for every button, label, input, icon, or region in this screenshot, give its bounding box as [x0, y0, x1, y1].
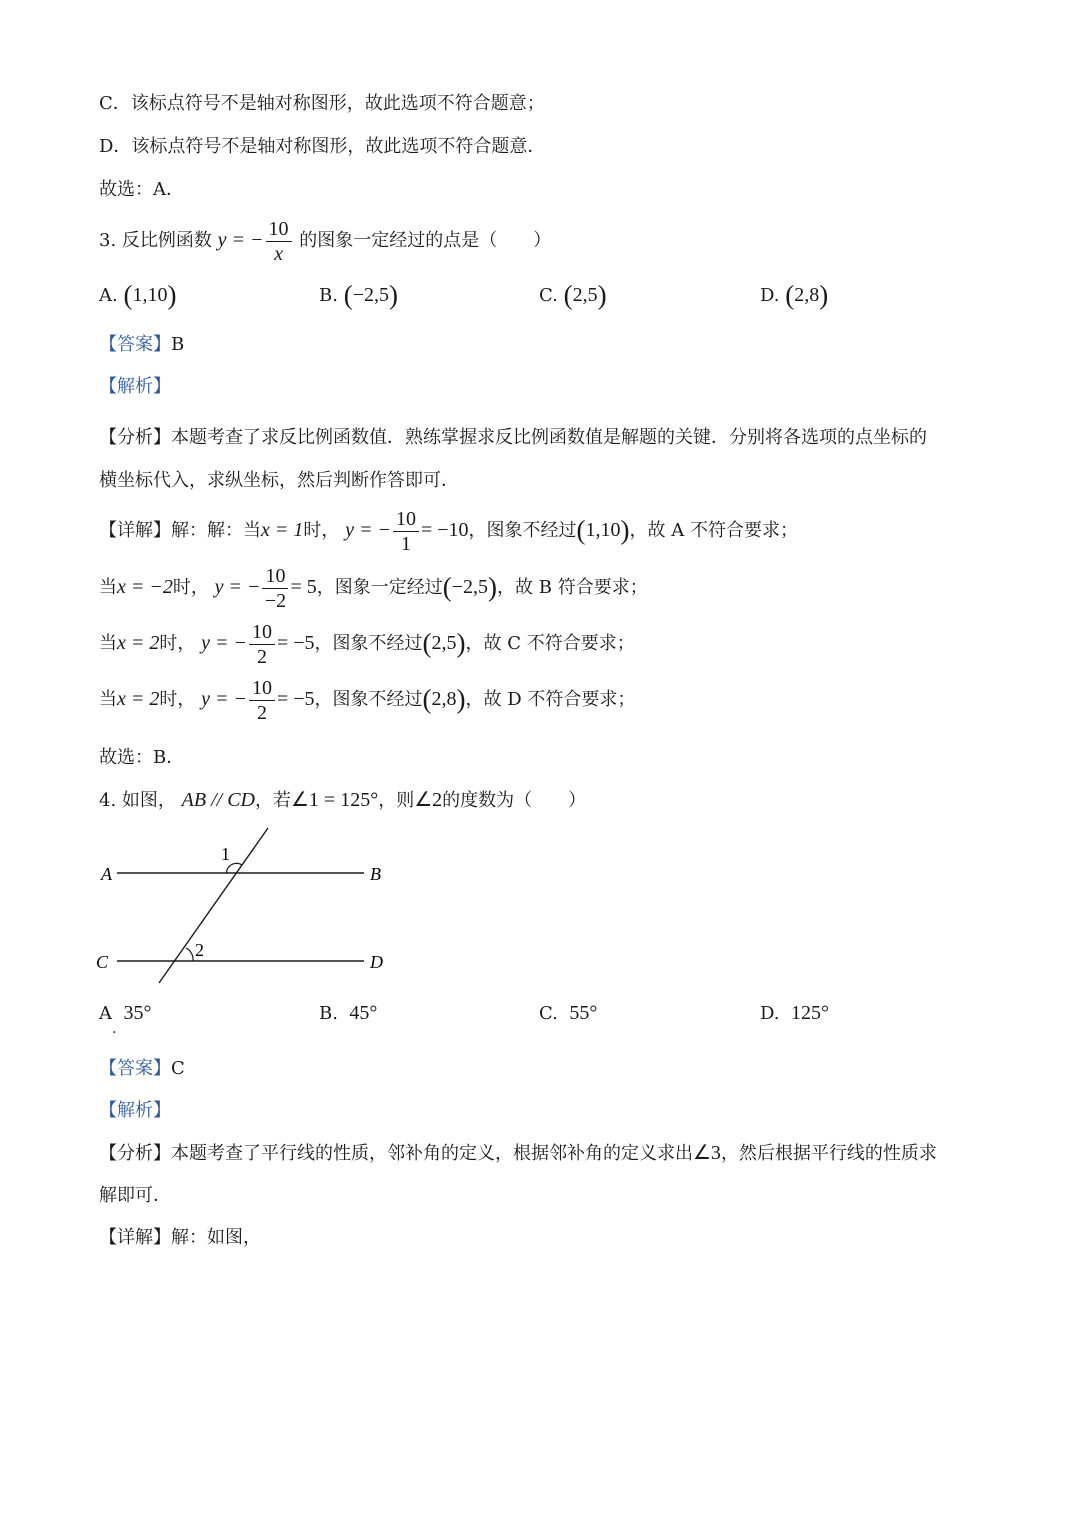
option-value: 2,8: [794, 284, 820, 306]
option-value: −2,5: [352, 284, 389, 306]
step-text: 当: [99, 633, 117, 654]
answer-tag: 【答案】: [99, 334, 171, 355]
analysis-tag: 【解析】: [99, 376, 171, 397]
q4-option-c: [539, 1000, 597, 1027]
step-y: y = −: [201, 688, 247, 710]
answer-value: B: [171, 334, 185, 355]
q3-option-d: D. (2,8): [760, 280, 829, 310]
question-3-number: 3. 反比例函数: [99, 230, 212, 251]
step-result: = −5: [276, 632, 315, 654]
detail-tag: 【详解】: [99, 1227, 171, 1248]
fraction-denominator: x: [274, 242, 283, 265]
fenxi-tag: 【分析】: [99, 1143, 171, 1164]
option-label: B.: [319, 285, 338, 306]
q3-detail-step-3: 当x = 2时， y = − $\frac{10}{2}$ = −5，图象不经过(2,5)，故 C 不符合要求；: [99, 620, 635, 668]
fraction-denominator: 1: [400, 532, 411, 555]
step-x: x = 2: [117, 688, 160, 710]
step-text: ，图象不经过: [314, 633, 423, 654]
label-b: B: [370, 864, 381, 884]
step-x: x = 2: [117, 632, 160, 654]
question-4-parallel: AB // CD: [181, 789, 255, 811]
step-text: 时，: [303, 520, 340, 541]
step-text: 时，: [172, 577, 209, 598]
step-result: = 5: [290, 576, 317, 598]
option-label: A: [99, 1003, 112, 1024]
label-d: D: [370, 952, 383, 972]
q3-detail-step-1: 【详解】解：解：当x = 1时， y = − $\frac{10}{1}$ = −10，图象不经过(1,10)，故 A 不符合要求；: [99, 507, 798, 555]
fraction-denominator: 2: [256, 701, 267, 724]
question-4-text: ，则: [378, 790, 415, 811]
step-text: 时，: [159, 689, 196, 710]
q3-detail-step-4: 当x = 2时， y = − $\frac{10}{2}$ = −5，图象不经过(2,8)，故 D 不符合要求；: [99, 676, 636, 724]
transversal-line: [159, 828, 268, 983]
step-text: ，故 B 符合要求；: [497, 577, 648, 598]
option-value: 35°: [123, 1002, 152, 1024]
angle-2-arc: [186, 948, 193, 961]
step-y: y = −: [201, 632, 247, 654]
option-value: 55°: [569, 1002, 598, 1024]
step-text: ，图象不经过: [468, 520, 577, 541]
step-text: 当: [99, 577, 117, 598]
step-point: 2,5: [431, 632, 457, 654]
option-d-explanation: D．该标点符号不是轴对称图形，故此选项不符合题意．: [99, 136, 546, 157]
choose-a-line: 故选：A．: [99, 179, 184, 200]
q4-fenxi-line-1: [99, 1140, 937, 1167]
answer-tag: 【答案】: [99, 1058, 171, 1079]
fraction-numerator: 10: [262, 564, 288, 589]
step-x: x = 1: [261, 519, 304, 541]
step-y: y = −: [214, 576, 261, 598]
fraction-numerator: 10: [266, 217, 292, 242]
q4-option-a: [99, 1000, 151, 1027]
fenxi-angle: ∠3: [693, 1142, 721, 1164]
q4-option-d: [760, 1000, 829, 1027]
q4-analysis-heading: [99, 1098, 171, 1124]
option-label: A.: [99, 285, 118, 306]
step-point: 1,10: [585, 519, 621, 541]
option-label: D.: [760, 285, 780, 306]
step-point: 2,8: [431, 688, 457, 710]
q3-fenxi-line-2: 横坐标代入，求纵坐标，然后判断作答即可．: [99, 470, 459, 491]
fraction-denominator: −2: [264, 589, 287, 612]
label-c: C: [96, 952, 109, 972]
q3-option-b: B. (−2,5): [319, 280, 398, 310]
question-4-angle1: ∠1 = 125°: [290, 789, 379, 811]
label-a: A: [101, 864, 112, 884]
option-value: 2,5: [572, 284, 598, 306]
question-4-rest: 的度数为（ ）: [442, 790, 587, 811]
option-value: 45°: [349, 1002, 378, 1024]
step-text: ，图象不经过: [314, 689, 423, 710]
option-label: B.: [319, 1003, 338, 1024]
fraction-denominator: 2: [256, 645, 267, 668]
detail-text: 解：如图，: [171, 1227, 261, 1248]
step-y: y = −: [345, 519, 391, 541]
q3-detail-step-2: 当x = −2时， y = − $\frac{10}{-2}$ = 5，图象一定经过(−2,5)，故 B 符合要求；: [99, 564, 648, 612]
fenxi-text: 本题考查了求反比例函数值．熟练掌握求反比例函数值是解题的关键．分别将各选项的点坐标的: [171, 427, 927, 448]
q4-detail: [99, 1225, 261, 1251]
step-text: ，故 A 不符合要求；: [629, 520, 798, 541]
option-value: 125°: [790, 1002, 829, 1024]
fenxi-text: ，然后根据平行线的性质求: [720, 1143, 937, 1164]
step-result: = −10: [420, 519, 469, 541]
fraction-numerator: 10: [249, 620, 275, 645]
step-text: 时，: [159, 633, 196, 654]
fraction-numerator: 10: [249, 676, 275, 701]
q3-option-a: A. (1,10): [99, 280, 177, 310]
step-point: −2,5: [451, 576, 489, 598]
option-label: C.: [539, 285, 558, 306]
question-3-y-eq: y = −: [217, 229, 264, 251]
q3-choose-b: 故选：B．: [99, 747, 185, 768]
step-text: 当: [99, 689, 117, 710]
q4-answer: [99, 1056, 185, 1082]
detail-tag: 【详解】: [99, 520, 171, 541]
q4-fenxi-line-2: 解即可．: [99, 1185, 171, 1206]
question-3-rest: 的图象一定经过的点是（ ）: [299, 230, 552, 251]
stray-dot: .: [112, 1021, 117, 1037]
option-label: C.: [539, 1003, 558, 1024]
option-c-explanation: C．该标点符号不是轴对称图形，故此选项不符合题意；: [99, 93, 545, 114]
label-angle-2: 2: [195, 940, 204, 960]
fenxi-text: 本题考查了平行线的性质，邻补角的定义，根据邻补角的定义求出: [171, 1143, 693, 1164]
answer-value: C: [171, 1058, 185, 1079]
q3-option-c: C. (2,5): [539, 280, 607, 310]
analysis-tag: 【解析】: [99, 1100, 171, 1121]
question-4-angle2: ∠2: [414, 789, 443, 811]
label-angle-1: 1: [221, 844, 230, 864]
question-4-number: 4. 如图，: [99, 790, 176, 811]
q4-option-b: [319, 1000, 377, 1027]
step-result: = −5: [276, 688, 315, 710]
detail-prefix: 解：解：当: [171, 520, 261, 541]
option-value: 1,10: [132, 284, 168, 306]
fraction-numerator: 10: [393, 507, 419, 532]
step-text: ，故 C 不符合要求；: [465, 633, 635, 654]
option-label: D.: [760, 1003, 780, 1024]
step-text: ，图象一定经过: [316, 577, 443, 598]
fenxi-tag: 【分析】: [99, 427, 171, 448]
step-text: ，故 D 不符合要求；: [465, 689, 636, 710]
step-x: x = −2: [117, 576, 173, 598]
question-4-text: ，若: [254, 790, 291, 811]
